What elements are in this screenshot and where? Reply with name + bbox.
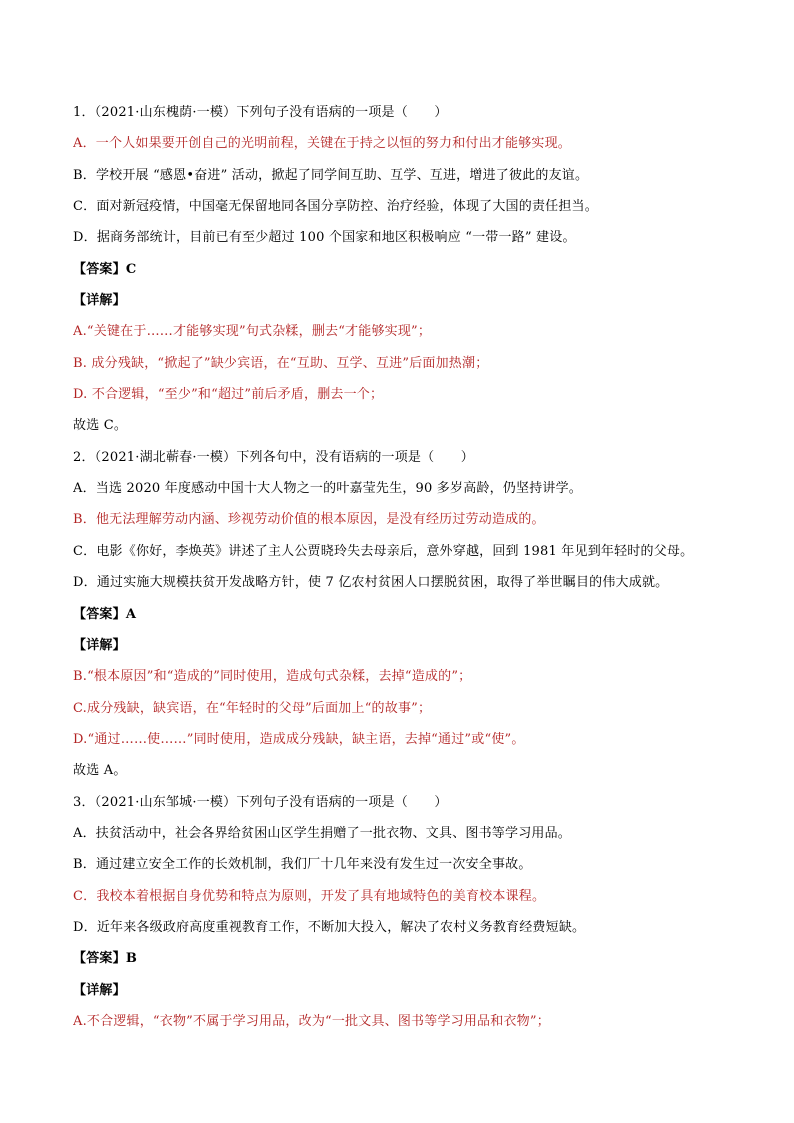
- question-1-option-d: D．据商务部统计，目前已有至少超过 100 个国家和地区积极响应 “一带一路” 建设。: [73, 230, 576, 246]
- answer-label: 【答案】: [73, 261, 126, 277]
- question-1-detail-b: B. 成分残缺，“掀起了”缺少宾语，在“互助、互学、互进”后面加热潮；: [73, 355, 489, 371]
- question-3-option-d: D．近年来各级政府高度重视教育工作，不断加大投入，解决了农村义务教育经费短缺。: [73, 919, 586, 935]
- question-1-detail-a: A.“关键在于……才能够实现”句式杂糅，删去“才能够实现”；: [73, 324, 432, 340]
- question-3-stem: 3．（2021·山东邹城·一模）下列句子没有语病的一项是（ ）: [73, 794, 448, 810]
- question-3-detail-a: A.不合逻辑，“衣物”不属于学习用品，改为“一批文具、图书等学习用品和衣物”；: [73, 1013, 550, 1029]
- question-2-detail-label: 【详解】: [73, 637, 126, 653]
- question-2-option-b: B．他无法理解劳动内涵、珍视劳动价值的根本原因，是没有经历过劳动造成的。: [73, 512, 545, 528]
- question-2-detail-b: B.“根本原因”和“造成的”同时使用，造成句式杂糅，去掉“造成的”；: [73, 669, 472, 685]
- question-2-option-a: A．当选 2020 年度感动中国十大人物之一的叶嘉莹先生，90 多岁高龄，仍坚持讲学。: [73, 481, 583, 497]
- question-1-answer: [73, 254, 733, 285]
- question-2-conclusion: 故选 A。: [73, 763, 127, 779]
- answer-value: B: [125, 951, 138, 967]
- answer-value: C: [125, 261, 137, 277]
- question-3-option-a: A．扶贫活动中，社会各界给贫困山区学生捐赠了一批衣物、文具、图书等学习用品。: [73, 825, 571, 841]
- question-3-option-c: C．我校本着根据自身优势和特点为原则，开发了具有地域特色的美育校本课程。: [73, 888, 546, 904]
- question-1-option-c: C．面对新冠疫情，中国毫无保留地同各国分享防控、治疗经验，体现了大国的责任担当。: [73, 199, 598, 215]
- question-3-option-b: B．通过建立安全工作的长效机制，我们厂十几年来没有发生过一次安全事故。: [73, 857, 532, 873]
- question-1-detail-d: D. 不合逻辑，“至少”和“超过”前后矛盾，删去一个；: [73, 387, 384, 403]
- question-2-detail-c: C.成分残缺，缺宾语，在“年轻时的父母”后面加上“的故事”；: [73, 700, 432, 716]
- question-3-detail-label: 【详解】: [73, 982, 126, 998]
- question-2-option-c: C．电影《你好，李焕英》讲述了主人公贾晓玲失去母亲后，意外穿越，回到 1981 年见到年轻时的父母。: [73, 543, 694, 559]
- question-1-stem: 1．（2021·山东槐荫·一模）下列句子没有语病的一项是（ ）: [73, 105, 448, 120]
- question-2-answer: [73, 599, 733, 630]
- question-1-option-b: B．学校开展 “感恩•奋进” 活动，掀起了同学间互助、互学、互进，增进了彼此的友谊。: [73, 167, 589, 183]
- question-1-conclusion: 故选 C。: [73, 418, 128, 434]
- question-3-answer: [73, 943, 733, 974]
- question-1-option-a: A．一个人如果要开创自己的光明前程，关键在于持之以恒的努力和付出才能够实现。: [73, 136, 571, 152]
- question-1-detail-label: 【详解】: [73, 293, 126, 309]
- answer-label: 【答案】: [73, 951, 126, 967]
- document-content: [73, 97, 733, 1037]
- question-2-stem: 2．（2021·湖北蕲春·一模）下列各句中，没有语病的一项是（ ）: [73, 449, 474, 465]
- question-2-option-d: D．通过实施大规模扶贫开发战略方针，使 7 亿农村贫困人口摆脱贫困，取得了举世瞩目的伟大成就。: [73, 575, 669, 591]
- question-2-detail-d: D.“通过……使……”同时使用，造成成分残缺，缺主语，去掉“通过”或“使”。: [73, 731, 525, 747]
- answer-value: A: [125, 606, 137, 622]
- answer-label: 【答案】: [73, 606, 126, 622]
